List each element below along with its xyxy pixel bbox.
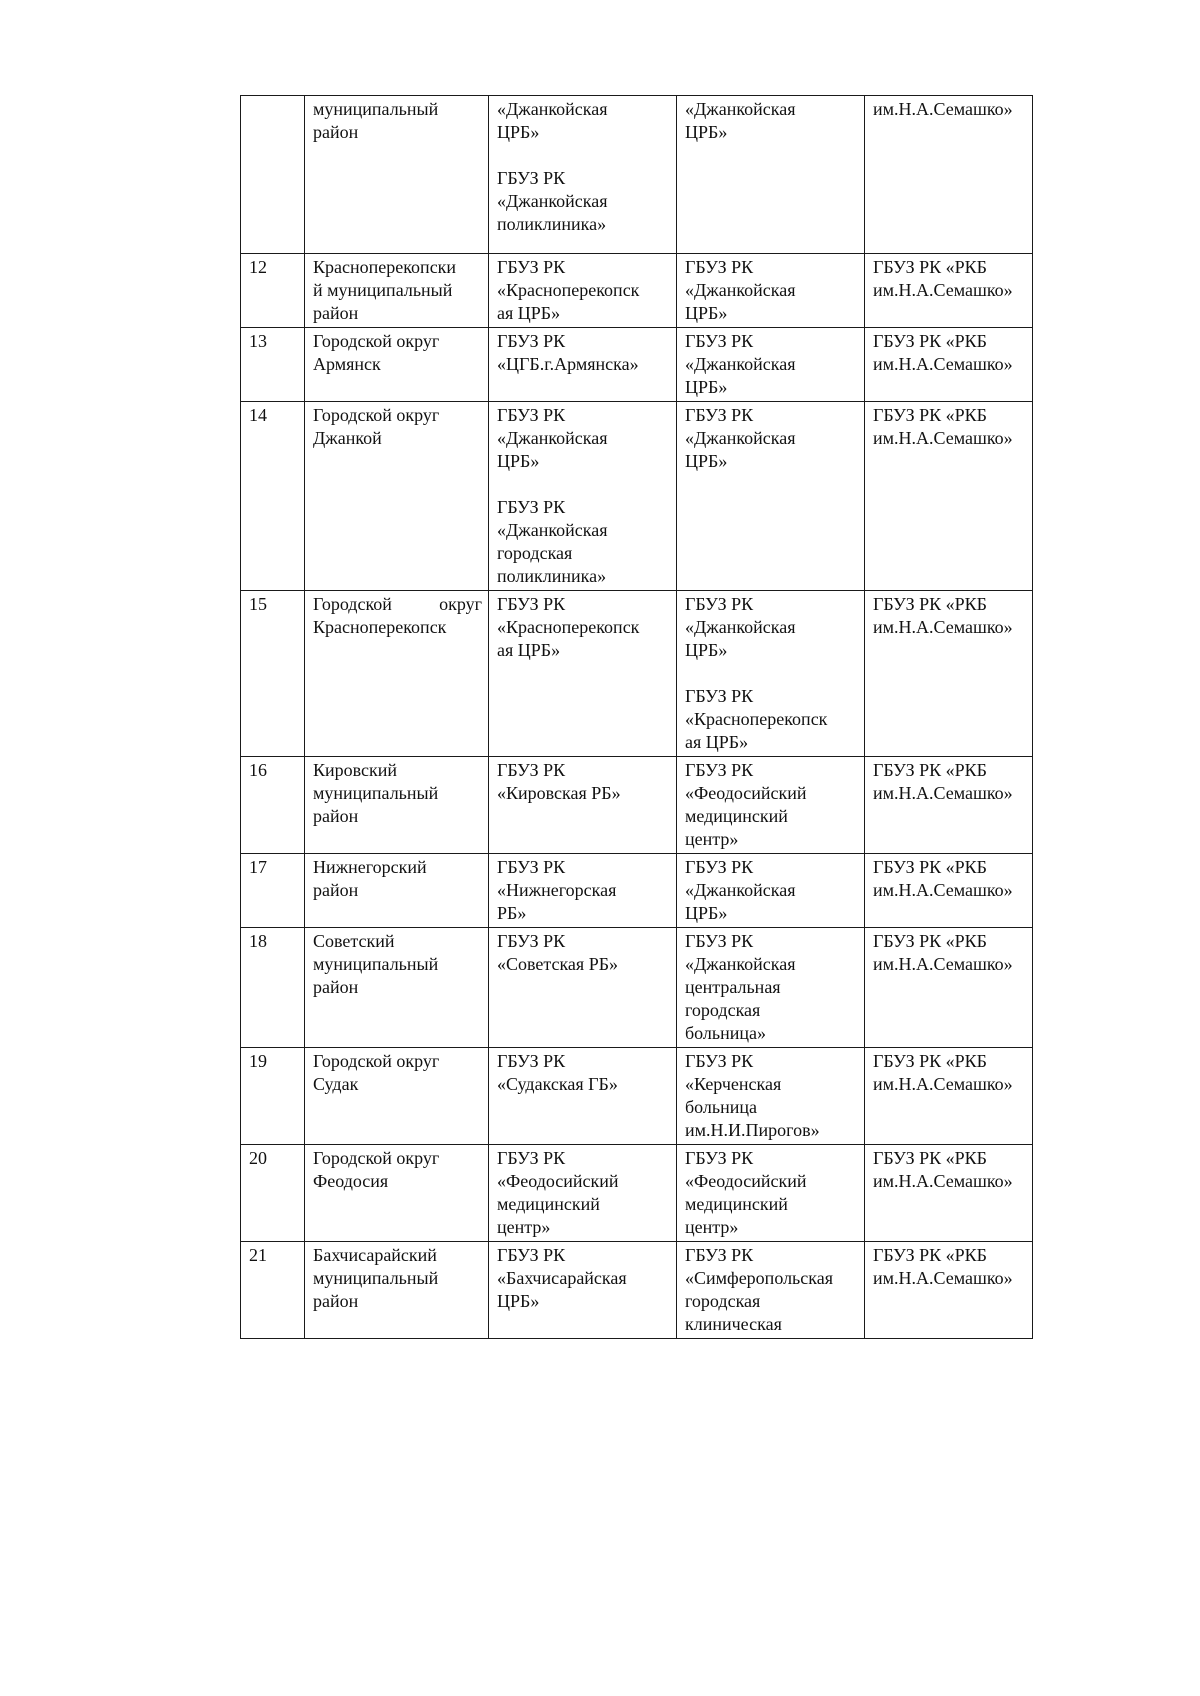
regional-hospital-cell bbox=[865, 96, 1033, 254]
cell-text-line: «Красноперекопск bbox=[685, 709, 828, 729]
cell-paragraph bbox=[873, 1244, 1026, 1290]
row-number bbox=[241, 1145, 305, 1242]
territory-cell bbox=[305, 1048, 489, 1145]
cell-text-line: РБ» bbox=[497, 903, 527, 923]
regional-hospital-cell bbox=[865, 254, 1033, 328]
cell-text-line: ЦРБ» bbox=[497, 122, 540, 142]
cell-text-line: Городской округ bbox=[313, 1148, 440, 1168]
cell-paragraph bbox=[313, 759, 482, 828]
cell-text-line: Городской округ bbox=[313, 1051, 440, 1071]
regional-hospital-cell bbox=[865, 591, 1033, 757]
cell-text-line: ЦРБ» bbox=[685, 640, 728, 660]
territory-cell bbox=[305, 591, 489, 757]
row-number bbox=[241, 928, 305, 1048]
row-number-label: 18 bbox=[249, 931, 267, 951]
interdistrict-center-cell bbox=[677, 928, 865, 1048]
cell-paragraph bbox=[313, 930, 482, 999]
district-hospital-cell bbox=[489, 1145, 677, 1242]
cell-paragraph bbox=[685, 98, 858, 144]
cell-text-line: Красноперекопск bbox=[313, 617, 447, 637]
cell-paragraph bbox=[497, 856, 670, 925]
cell-paragraph bbox=[873, 593, 1026, 639]
cell-text-line: «Джанкойская bbox=[497, 99, 608, 119]
cell-paragraph bbox=[873, 856, 1026, 902]
interdistrict-center-cell bbox=[677, 854, 865, 928]
row-number-label: 21 bbox=[249, 1245, 267, 1265]
cell-text-line: центральная bbox=[685, 977, 781, 997]
row-number bbox=[241, 1242, 305, 1339]
cell-text-line: Джанкой bbox=[313, 428, 382, 448]
cell-text-line: им.Н.А.Семашко» bbox=[873, 1268, 1013, 1288]
row-number-label: 14 bbox=[249, 405, 267, 425]
cell-text-line: ЦРБ» bbox=[497, 451, 540, 471]
cell-text-line: медицинский bbox=[685, 806, 788, 826]
interdistrict-center-cell bbox=[677, 1242, 865, 1339]
cell-text-line: ГБУЗ РК bbox=[497, 257, 566, 277]
cell-text-line: ЦРБ» bbox=[685, 377, 728, 397]
cell-paragraph bbox=[685, 256, 858, 325]
cell-paragraph bbox=[873, 98, 1026, 121]
row-number bbox=[241, 402, 305, 591]
territory-cell bbox=[305, 254, 489, 328]
cell-text-line: медицинский bbox=[685, 1194, 788, 1214]
row-number-label: 19 bbox=[249, 1051, 267, 1071]
cell-text-line: городская bbox=[685, 1000, 761, 1020]
cell-text-line: «Феодосийский bbox=[685, 783, 807, 803]
cell-text-line: ГБУЗ РК bbox=[685, 686, 754, 706]
cell-text-line: «Судакская ГБ» bbox=[497, 1074, 618, 1094]
cell-text-line: «ЦГБ.г.Армянска» bbox=[497, 354, 639, 374]
interdistrict-center-cell bbox=[677, 254, 865, 328]
regional-hospital-cell bbox=[865, 1145, 1033, 1242]
cell-text-line: поликлиника» bbox=[497, 214, 607, 234]
cell-text-line: район bbox=[313, 806, 359, 826]
cell-text-line: ЦРБ» bbox=[685, 903, 728, 923]
cell-text-line: «Джанкойская bbox=[685, 428, 796, 448]
cell-text-line: ая ЦРБ» bbox=[685, 732, 749, 752]
cell-text-line: ГБУЗ РК bbox=[497, 497, 566, 517]
territory-cell bbox=[305, 854, 489, 928]
territory-cell bbox=[305, 328, 489, 402]
cell-text-line: центр» bbox=[685, 829, 739, 849]
cell-text-line: ая ЦРБ» bbox=[497, 640, 561, 660]
cell-text-line: «Керченская bbox=[685, 1074, 782, 1094]
table-row bbox=[241, 328, 1033, 402]
cell-text-line: ГБУЗ РК bbox=[685, 1051, 754, 1071]
cell-paragraph bbox=[313, 1147, 482, 1193]
cell-text-line: ГБУЗ РК «РКБ bbox=[873, 257, 988, 277]
cell-paragraph bbox=[873, 1147, 1026, 1193]
cell-paragraph bbox=[685, 593, 858, 662]
cell-text-line: район bbox=[313, 977, 359, 997]
district-hospital-cell bbox=[489, 757, 677, 854]
cell-text-line: «Феодосийский bbox=[685, 1171, 807, 1191]
cell-text-line: район bbox=[313, 303, 359, 323]
cell-text-line: «Джанкойская bbox=[497, 520, 608, 540]
cell-paragraph bbox=[685, 1050, 858, 1142]
cell-text-line: ЦРБ» bbox=[685, 122, 728, 142]
district-hospital-cell bbox=[489, 928, 677, 1048]
row-number-label: 17 bbox=[249, 857, 267, 877]
cell-text-line: «Симферопольская bbox=[685, 1268, 833, 1288]
cell-paragraph bbox=[873, 330, 1026, 376]
cell-paragraph bbox=[497, 593, 670, 662]
table-row bbox=[241, 254, 1033, 328]
cell-text-line: ГБУЗ РК «РКБ bbox=[873, 760, 988, 780]
cell-paragraph bbox=[685, 1244, 858, 1336]
cell-paragraph bbox=[313, 1244, 482, 1313]
cell-text-line: ГБУЗ РК bbox=[497, 168, 566, 188]
cell-text-line: муниципальный bbox=[313, 783, 439, 803]
row-number bbox=[241, 854, 305, 928]
cell-paragraph bbox=[313, 1050, 482, 1096]
interdistrict-center-cell bbox=[677, 96, 865, 254]
cell-text-line: центр» bbox=[497, 1217, 551, 1237]
district-hospital-cell bbox=[489, 1048, 677, 1145]
row-number bbox=[241, 328, 305, 402]
cell-text-line: больница» bbox=[685, 1023, 766, 1043]
cell-paragraph bbox=[685, 856, 858, 925]
cell-paragraph bbox=[873, 930, 1026, 976]
district-hospital-cell bbox=[489, 591, 677, 757]
cell-text-line: ГБУЗ РК bbox=[685, 594, 754, 614]
cell-text-line: ГБУЗ РК «РКБ bbox=[873, 594, 988, 614]
cell-text-line: ГБУЗ РК bbox=[685, 405, 754, 425]
cell-paragraph bbox=[685, 404, 858, 473]
cell-text-line: ГБУЗ РК bbox=[497, 594, 566, 614]
cell-text-line: ГБУЗ РК bbox=[685, 257, 754, 277]
cell-text-line: им.Н.А.Семашко» bbox=[873, 880, 1013, 900]
cell-paragraph bbox=[497, 256, 670, 325]
cell-text-line: им.Н.А.Семашко» bbox=[873, 280, 1013, 300]
cell-text-line: ГБУЗ РК bbox=[497, 1051, 566, 1071]
cell-text-line: ГБУЗ РК «РКБ bbox=[873, 857, 988, 877]
cell-text-line: «Джанкойская bbox=[685, 880, 796, 900]
cell-text-line: муниципальный bbox=[313, 1268, 439, 1288]
cell-text-line: клиническая bbox=[685, 1314, 782, 1334]
justified-word: округ bbox=[439, 594, 482, 614]
territory-cell bbox=[305, 1242, 489, 1339]
cell-paragraph bbox=[497, 1050, 670, 1096]
cell-text-line: городская bbox=[685, 1291, 761, 1311]
row-number bbox=[241, 1048, 305, 1145]
interdistrict-center-cell bbox=[677, 1145, 865, 1242]
regional-hospital-cell bbox=[865, 1048, 1033, 1145]
row-number-label: 15 bbox=[249, 594, 267, 614]
table-row bbox=[241, 757, 1033, 854]
row-number-label: 16 bbox=[249, 760, 267, 780]
cell-paragraph bbox=[497, 167, 670, 236]
row-number bbox=[241, 96, 305, 254]
cell-text-line: Судак bbox=[313, 1074, 359, 1094]
cell-text-line: «Джанкойская bbox=[685, 954, 796, 974]
territory-cell bbox=[305, 1145, 489, 1242]
cell-paragraph bbox=[497, 1244, 670, 1313]
cell-text-line: ЦРБ» bbox=[497, 1291, 540, 1311]
table-row bbox=[241, 1048, 1033, 1145]
cell-text-line: ГБУЗ РК bbox=[685, 931, 754, 951]
cell-text-line: ГБУЗ РК «РКБ bbox=[873, 1148, 988, 1168]
cell-text-line: им.Н.А.Семашко» bbox=[873, 1171, 1013, 1191]
cell-text-line: Советский bbox=[313, 931, 395, 951]
cell-text-line: Нижнегорский bbox=[313, 857, 427, 877]
cell-text-line: «Красноперекопск bbox=[497, 280, 640, 300]
regional-hospital-cell bbox=[865, 757, 1033, 854]
cell-paragraph bbox=[873, 404, 1026, 450]
cell-text-line: муниципальный bbox=[313, 954, 439, 974]
row-number bbox=[241, 591, 305, 757]
regional-hospital-cell bbox=[865, 928, 1033, 1048]
district-hospital-cell bbox=[489, 96, 677, 254]
cell-text-line: им.Н.А.Семашко» bbox=[873, 1074, 1013, 1094]
territory-cell bbox=[305, 402, 489, 591]
cell-paragraph bbox=[313, 404, 482, 450]
cell-text-line: «Джанкойская bbox=[497, 428, 608, 448]
interdistrict-center-cell bbox=[677, 1048, 865, 1145]
cell-text-line: ГБУЗ РК bbox=[685, 1148, 754, 1168]
territory-cell bbox=[305, 757, 489, 854]
cell-text-line: «Красноперекопск bbox=[497, 617, 640, 637]
cell-text-line: ГБУЗ РК «РКБ bbox=[873, 405, 988, 425]
cell-text-line: ГБУЗ РК bbox=[685, 760, 754, 780]
regional-hospital-cell bbox=[865, 402, 1033, 591]
cell-paragraph bbox=[313, 98, 482, 144]
cell-text-line: им.Н.А.Семашко» bbox=[873, 354, 1013, 374]
cell-paragraph bbox=[497, 404, 670, 473]
cell-text-line: поликлиника» bbox=[497, 566, 607, 586]
cell-paragraph bbox=[873, 759, 1026, 805]
cell-text-line: район bbox=[313, 122, 359, 142]
district-hospital-cell bbox=[489, 1242, 677, 1339]
cell-text-line: ГБУЗ РК bbox=[685, 331, 754, 351]
regional-hospital-cell bbox=[865, 854, 1033, 928]
territory-cell bbox=[305, 928, 489, 1048]
cell-text-line: городская bbox=[497, 543, 573, 563]
cell-text-line: медицинский bbox=[497, 1194, 600, 1214]
cell-paragraph bbox=[497, 98, 670, 144]
cell-text-line: центр» bbox=[685, 1217, 739, 1237]
row-number-label: 12 bbox=[249, 257, 267, 277]
cell-text-line: Красноперекопски bbox=[313, 257, 457, 277]
cell-text-line: ГБУЗ РК bbox=[497, 931, 566, 951]
cell-text-line: ГБУЗ РК bbox=[497, 405, 566, 425]
interdistrict-center-cell bbox=[677, 402, 865, 591]
cell-text-line: район bbox=[313, 880, 359, 900]
cell-paragraph bbox=[685, 930, 858, 1045]
cell-paragraph bbox=[497, 759, 670, 805]
row-number-label: 20 bbox=[249, 1148, 267, 1168]
interdistrict-center-cell bbox=[677, 757, 865, 854]
cell-paragraph bbox=[685, 759, 858, 851]
row-number-label: 13 bbox=[249, 331, 267, 351]
district-hospital-cell bbox=[489, 254, 677, 328]
cell-text-line: ЦРБ» bbox=[685, 451, 728, 471]
cell-text-line: ая ЦРБ» bbox=[497, 303, 561, 323]
district-hospital-cell bbox=[489, 328, 677, 402]
cell-text-line: муниципальный bbox=[313, 99, 439, 119]
cell-text-line: ГБУЗ РК bbox=[497, 760, 566, 780]
cell-text-line: «Джанкойская bbox=[497, 191, 608, 211]
cell-paragraph bbox=[313, 330, 482, 376]
regional-hospital-cell bbox=[865, 1242, 1033, 1339]
cell-text-line: ГБУЗ РК bbox=[685, 1245, 754, 1265]
table-row bbox=[241, 1145, 1033, 1242]
cell-paragraph bbox=[313, 593, 482, 639]
cell-text-line: ЦРБ» bbox=[685, 303, 728, 323]
cell-text-line: ГБУЗ РК bbox=[497, 1245, 566, 1265]
justified-word: Городской bbox=[313, 594, 392, 614]
cell-text-line: «Джанкойская bbox=[685, 617, 796, 637]
cell-text-line: й муниципальный bbox=[313, 280, 453, 300]
cell-text-line: ГБУЗ РК «РКБ bbox=[873, 1051, 988, 1071]
cell-text-line: ГБУЗ РК «РКБ bbox=[873, 1245, 988, 1265]
cell-paragraph bbox=[497, 496, 670, 588]
cell-text-line: «Советская РБ» bbox=[497, 954, 619, 974]
cell-paragraph bbox=[685, 1147, 858, 1239]
cell-text-line: ГБУЗ РК bbox=[497, 331, 566, 351]
hospital-routing-table bbox=[240, 95, 1033, 1339]
cell-paragraph bbox=[497, 930, 670, 976]
cell-text-line: ГБУЗ РК «РКБ bbox=[873, 931, 988, 951]
cell-paragraph bbox=[873, 1050, 1026, 1096]
interdistrict-center-cell bbox=[677, 591, 865, 757]
cell-text-line: ГБУЗ РК bbox=[685, 857, 754, 877]
cell-text-line: Кировский bbox=[313, 760, 398, 780]
interdistrict-center-cell bbox=[677, 328, 865, 402]
cell-text-line: Армянск bbox=[313, 354, 381, 374]
table-body bbox=[241, 96, 1033, 1339]
table-row bbox=[241, 854, 1033, 928]
regional-hospital-cell bbox=[865, 328, 1033, 402]
cell-paragraph bbox=[685, 685, 858, 754]
row-number bbox=[241, 254, 305, 328]
cell-text-line: «Феодосийский bbox=[497, 1171, 619, 1191]
cell-paragraph bbox=[313, 856, 482, 902]
table-row bbox=[241, 96, 1033, 254]
cell-text-line: им.Н.А.Семашко» bbox=[873, 783, 1013, 803]
cell-text-line: «Джанкойская bbox=[685, 280, 796, 300]
row-number bbox=[241, 757, 305, 854]
cell-text-line: им.Н.И.Пирогов» bbox=[685, 1120, 820, 1140]
table-row bbox=[241, 1242, 1033, 1339]
cell-text-line: Городской округ bbox=[313, 405, 440, 425]
cell-text-line bbox=[313, 593, 482, 616]
cell-paragraph bbox=[497, 330, 670, 376]
cell-text-line: район bbox=[313, 1291, 359, 1311]
cell-text-line: «Кировская РБ» bbox=[497, 783, 621, 803]
cell-text-line: «Бахчисарайская bbox=[497, 1268, 627, 1288]
cell-text-line: «Джанкойская bbox=[685, 354, 796, 374]
table-row bbox=[241, 928, 1033, 1048]
district-hospital-cell bbox=[489, 854, 677, 928]
cell-text-line: им.Н.А.Семашко» bbox=[873, 617, 1013, 637]
cell-paragraph bbox=[497, 1147, 670, 1239]
territory-cell bbox=[305, 96, 489, 254]
cell-text-line: им.Н.А.Семашко» bbox=[873, 428, 1013, 448]
district-hospital-cell bbox=[489, 402, 677, 591]
cell-paragraph bbox=[873, 256, 1026, 302]
cell-text-line: Феодосия bbox=[313, 1171, 389, 1191]
cell-text-line: ГБУЗ РК bbox=[497, 857, 566, 877]
table-row bbox=[241, 591, 1033, 757]
cell-text-line: «Джанкойская bbox=[685, 99, 796, 119]
table-row bbox=[241, 402, 1033, 591]
cell-text-line: им.Н.А.Семашко» bbox=[873, 954, 1013, 974]
cell-text-line: «Нижнегорская bbox=[497, 880, 617, 900]
cell-paragraph bbox=[313, 256, 482, 325]
cell-text-line: ГБУЗ РК bbox=[497, 1148, 566, 1168]
cell-text-line: им.Н.А.Семашко» bbox=[873, 99, 1013, 119]
cell-text-line: ГБУЗ РК «РКБ bbox=[873, 331, 988, 351]
cell-text-line: Городской округ bbox=[313, 331, 440, 351]
cell-text-line: Бахчисарайский bbox=[313, 1245, 437, 1265]
cell-text-line: больница bbox=[685, 1097, 757, 1117]
cell-paragraph bbox=[685, 330, 858, 399]
